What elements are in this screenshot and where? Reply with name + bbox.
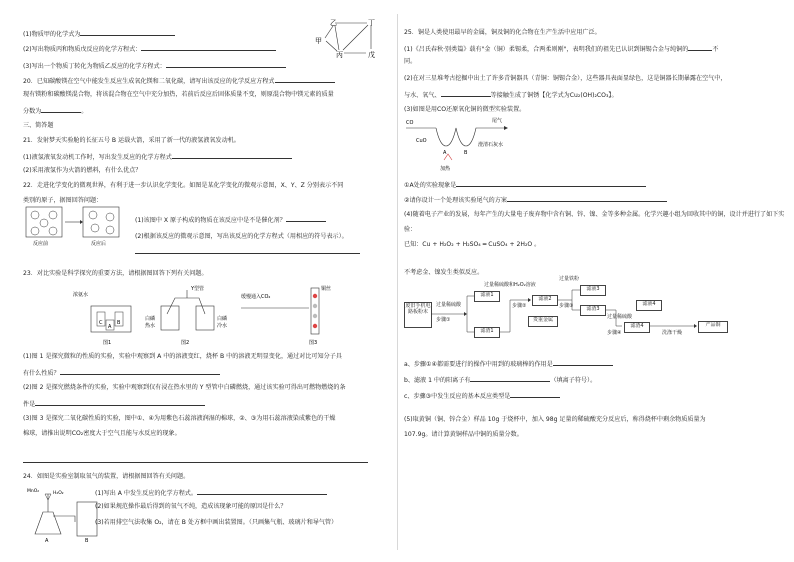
svg-text:B: B xyxy=(117,320,121,326)
fig2-caption: 图2 xyxy=(181,340,190,346)
apparatus-a-label: A xyxy=(45,538,49,544)
q24-text: 24．如图是实验室制取氧气的装置，请根据图回答有关问题。 xyxy=(23,473,190,480)
q22-text1: 22．走进化学变化的微观世界，有利于进一步认识化学变化。如图是某化学变化的微观示意图，X、Y、Z 分别表示不同 xyxy=(23,182,344,189)
q25-3-1-text: ①A处的实验现象是 xyxy=(404,182,457,189)
q25-c-text: c、步骤③中发生反应的基本反应类型是 xyxy=(404,393,511,400)
q25-text: 25．铜是人类使用最早的金属，铜及铜的化合物在生产生活中应用广泛。 xyxy=(404,29,601,36)
q22-part2-blank xyxy=(135,247,360,257)
q25-a-text: a、步骤①④都需要进行的操作中用到的玻璃棒的作用是 xyxy=(404,361,553,368)
node-jia: 甲 xyxy=(315,37,322,45)
q22-part2-text: (2)根据该反应的微观示意图，写出该反应的化学方程式（用相应的符号表示）。 xyxy=(135,233,348,240)
answer-blank[interactable] xyxy=(275,76,335,83)
q25-part4-text: (4)随着电子产业的发展，每年产生的大量电子废弃物中含有铜、锌、镍、金等多种金属。化学兴趣小组为回收其中的铜，设计并进行了如下实 xyxy=(404,211,785,218)
q20-line1 xyxy=(23,76,335,86)
flow-arrows xyxy=(404,282,744,352)
point-a-label: A xyxy=(443,150,447,156)
q19-part3-text: (3)写出一个物质丁转化为物质乙反应的化学方程式： xyxy=(23,63,166,70)
apparatus-b-label: B xyxy=(85,538,89,544)
answer-blank[interactable] xyxy=(688,44,712,51)
q25-c xyxy=(404,391,560,401)
flow-arrow4-label: 过量稀硫酸 xyxy=(607,314,633,320)
q23-figures xyxy=(71,284,333,348)
node-bing: 丙 xyxy=(336,51,343,59)
flow-residue3: 滤渣3 xyxy=(580,305,606,316)
q23-part1-text: (1)图 1 是探究微粒的性质的实验，实验中观察到 A 中的溶液变红，烧杯 B 中的溶液无明显变化，通过对比可知分子具 xyxy=(23,353,342,360)
hot-water-label: 热水 xyxy=(145,323,156,329)
answer-blank[interactable] xyxy=(470,375,550,382)
flow-filtrate4: 滤液4 xyxy=(636,300,662,311)
cold-water-label: 冷水 xyxy=(217,323,228,329)
after-box xyxy=(83,207,119,237)
q25-part3-text: (3)如图是用CO还原氧化铜的微型实验装置。 xyxy=(404,106,526,113)
q21-text: 21．发射梦天实验舱的长征五号 B 运载火箭，采用了新一代的液氢液氧发动机。 xyxy=(23,137,240,144)
fig3-caption: 图3 xyxy=(309,340,318,346)
q24-part3-text: (3)若用排空气法收集 O₂，请在 B 处方框中画出装置图。（只画集气瓶、玻璃片和导气管） xyxy=(95,519,338,526)
q19-part2 xyxy=(23,44,276,54)
q20-text: 20．已知碳酸镁在空气中能发生反应生成氧化镁和二氧化碳，请写出该反应的化学反应方程式 xyxy=(23,78,275,85)
node-yi: 乙 xyxy=(330,19,337,27)
conc-ammonia-label: 浓氨水 xyxy=(73,292,89,298)
heating-label: 加热 xyxy=(440,166,451,172)
q23-part3-text: (3)图 3 是探究二氧化碳性质的实验，图中①、④为用紫色石蕊溶液润湿的棉球，②、③为用石蕊溶液染成紫色的干燥 xyxy=(23,415,336,422)
flow-wash-label: 洗涤干燥 xyxy=(662,330,683,336)
q21-part2-text: (2)采用液氢作为火箭的燃料，有什么优点？ xyxy=(23,167,142,174)
flow-product: 产品铜 xyxy=(698,321,728,333)
q21-part1-text: (1)液氢液氧发动机工作时，写出发生反应的化学方程式 xyxy=(23,154,172,161)
q25-b-tail: （填离子符号）。 xyxy=(550,377,597,384)
q23-text: 23．对比实验是科学探究的重要方法，请根据图回答下列有关问题。 xyxy=(23,270,208,277)
q23-part1b-text: 有什么性质？ xyxy=(23,370,60,377)
flow-step3-label: 步骤③ xyxy=(559,303,574,309)
limewater-label: 澄清石灰水 xyxy=(478,142,504,148)
q19-part3 xyxy=(23,61,286,71)
answer-blank[interactable] xyxy=(197,488,327,495)
svg-text:C: C xyxy=(99,320,103,326)
q19-part1-text: (1)物质甲的化学式为 xyxy=(23,31,81,38)
white-phosphorus-label: 白磷 xyxy=(145,316,156,322)
q25-3-2 xyxy=(404,195,667,205)
flow-residue4: 滤渣4 xyxy=(624,322,650,333)
answer-blank[interactable] xyxy=(456,180,646,187)
q25-equation: 已知：Cu + H₂O₂ + H₂SO₄ ═ CuSO₄ + 2H₂O 。 xyxy=(404,241,541,248)
answer-blank[interactable] xyxy=(80,29,175,36)
q25-part4b-text: 验： xyxy=(404,226,417,233)
flow-arrow3-label: 过量铁粉 xyxy=(559,276,580,282)
q24-part3 xyxy=(95,519,337,527)
q25-a xyxy=(404,359,613,369)
q24-part1-text: (1)写出 A 中发生反应的化学方程式。 xyxy=(95,490,197,497)
q19-part2-text: (2)写出物质丙和物质戊反应的化学方程式： xyxy=(23,46,142,53)
q20-line3: 分数为 。 xyxy=(23,108,88,115)
svg-text:A: A xyxy=(108,324,112,330)
white-phosphorus-label-2: 白磷 xyxy=(217,316,228,322)
q24-apparatus xyxy=(25,482,105,544)
answer-blank[interactable] xyxy=(35,399,205,406)
answer-blank[interactable] xyxy=(60,368,220,375)
q25-part2c-text: 等接触生成了铜锈【化学式为Cu₂(OH)₂CO₃】。 xyxy=(490,92,618,99)
answer-blank[interactable] xyxy=(510,391,560,398)
q23-part2b xyxy=(23,399,205,409)
before-label: 反应前 xyxy=(33,241,49,247)
answer-blank[interactable] xyxy=(286,215,326,222)
after-label: 反应后 xyxy=(91,241,107,247)
recycling-flowchart xyxy=(404,276,744,352)
q21-part1 xyxy=(23,152,292,162)
flow-step1-label: 步骤① xyxy=(436,317,451,323)
q23-part2-text: (2)图 2 是探究燃烧条件的实验，实验中观察到仅有浸在热水里的 Y 型管中白磷燃烧，通过该实验可得出可燃物燃烧的条 xyxy=(23,384,346,391)
node-ding: 丁 xyxy=(368,19,375,27)
answer-blank[interactable] xyxy=(41,106,81,113)
q24-part1 xyxy=(95,488,327,498)
co2-label: 缓慢通入CO₂ xyxy=(241,294,271,300)
q25-part1-end: 同。 xyxy=(404,58,417,65)
answer-blank[interactable] xyxy=(135,247,360,254)
flow-residue1: 滤渣1 xyxy=(474,327,500,338)
q20-line2: 现有镁粉和碳酸镁混合物，将该混合物在空气中充分加热，若前后反应后固体质量不变，则原混合物中镁元素的质量 xyxy=(23,91,334,98)
flow-start: 废旧手机电路板粉末 xyxy=(404,302,432,328)
q25-part1 xyxy=(404,44,718,54)
q19-part1 xyxy=(23,29,175,39)
flow-arrow2-label: 过量稀硫酸和H₂O₂溶液 xyxy=(484,282,536,288)
q22-part1 xyxy=(135,215,326,225)
q22-text2: 类别的原子，据图回答问题： xyxy=(23,197,103,204)
q25-part5b-text: 107.9g。请计算黄铜样品中铜的质量分数。 xyxy=(404,431,523,438)
flow-arrow1-label: 过量稀硫酸 xyxy=(436,302,462,308)
fig1-caption: 图1 xyxy=(103,340,112,346)
q25-part2-text: (2)在对三星堆考古挖掘中出土了许多青铜器具（青铜：铜锡合金），这些器具表面显绿色，这是铜器长期暴露在空气中， xyxy=(404,75,727,82)
q25-part1-tail: 不 xyxy=(712,46,719,53)
copper-wire-label: 铜丝 xyxy=(321,286,332,292)
answer-blank[interactable] xyxy=(166,61,286,68)
q25-part2b-text: 与水、氧气、 xyxy=(404,92,441,99)
answer-blank[interactable] xyxy=(172,152,292,159)
flow-filtrate3: 滤液3 xyxy=(580,285,606,296)
answer-blank[interactable] xyxy=(23,456,368,463)
flow-filtrate2: 滤液2 xyxy=(532,295,558,306)
q23-part2b-text: 件是 xyxy=(23,401,36,408)
point-b-label: B xyxy=(464,150,468,156)
section-heading: 三、简答题 xyxy=(23,122,54,129)
q23-answer-line xyxy=(23,456,368,466)
q22-part1-text: (1)该图中 X 原子构成的物质在该反应中是不是催化剂？ xyxy=(135,217,286,224)
q20-text3: 分数为 xyxy=(23,108,42,115)
flow-step2-label: 步骤② xyxy=(512,303,527,309)
y-tube-label: Y型管 xyxy=(191,286,205,292)
answer-blank[interactable] xyxy=(553,359,613,366)
q24-part2 xyxy=(95,503,286,511)
q24-part2-text: (2)如果规范操作最后得到的氧气不纯，造成该现象可能的原因是什么？ xyxy=(95,503,287,510)
q22-molecule-diagram xyxy=(25,206,121,248)
q23-part3b-text: 棉球，请推出说明CO₂密度大于空气且能与水反应的现象。 xyxy=(23,430,181,437)
q25-3-1 xyxy=(404,180,646,190)
answer-blank[interactable] xyxy=(141,44,276,51)
flow-filtrate1: 滤液1 xyxy=(474,291,500,302)
answer-blank[interactable] xyxy=(507,195,667,202)
drawing-box-b[interactable] xyxy=(77,502,97,536)
co-label: CO xyxy=(406,120,414,126)
svg-text:H₂O₂: H₂O₂ xyxy=(53,491,64,496)
q25-part2b xyxy=(404,90,618,100)
q25-b xyxy=(404,375,596,385)
q25-note: 不考虑金、镍发生类似反应。 xyxy=(404,269,484,276)
co-reduction-apparatus xyxy=(404,114,544,174)
flow-precious-metal: 贵重金属 xyxy=(528,316,558,327)
flow-step4-label: 步骤④ xyxy=(607,330,622,336)
svg-text:MnO₂: MnO₂ xyxy=(27,489,40,494)
q19-relation-diagram xyxy=(313,13,389,63)
q25-b-text: b、滤液 1 中的阳离子有 xyxy=(404,377,471,384)
node-wu: 戊 xyxy=(368,51,375,59)
q23-part1b xyxy=(23,368,220,378)
cuo-label: CuO xyxy=(416,138,427,144)
q25-part5-text: (5)取黄铜（铜、锌合金）样品 10g 于烧杯中，加入 98g 足量的稀硫酸充分反应后，称得烧杯中剩余物质质量为 xyxy=(404,416,706,423)
answer-blank[interactable] xyxy=(441,90,491,97)
column-divider xyxy=(397,14,398,550)
tail-gas-label: 尾气 xyxy=(492,118,503,124)
q25-3-2-text: ②请你设计一个处理该实验尾气的方案 xyxy=(404,197,507,204)
q25-part1-text: (1)《吕氏春秋·别类篇》载有"金（铜）柔锡柔，合两柔则刚"，表明我们的祖先已认识到铜锡合金与纯铜的 xyxy=(404,46,689,53)
